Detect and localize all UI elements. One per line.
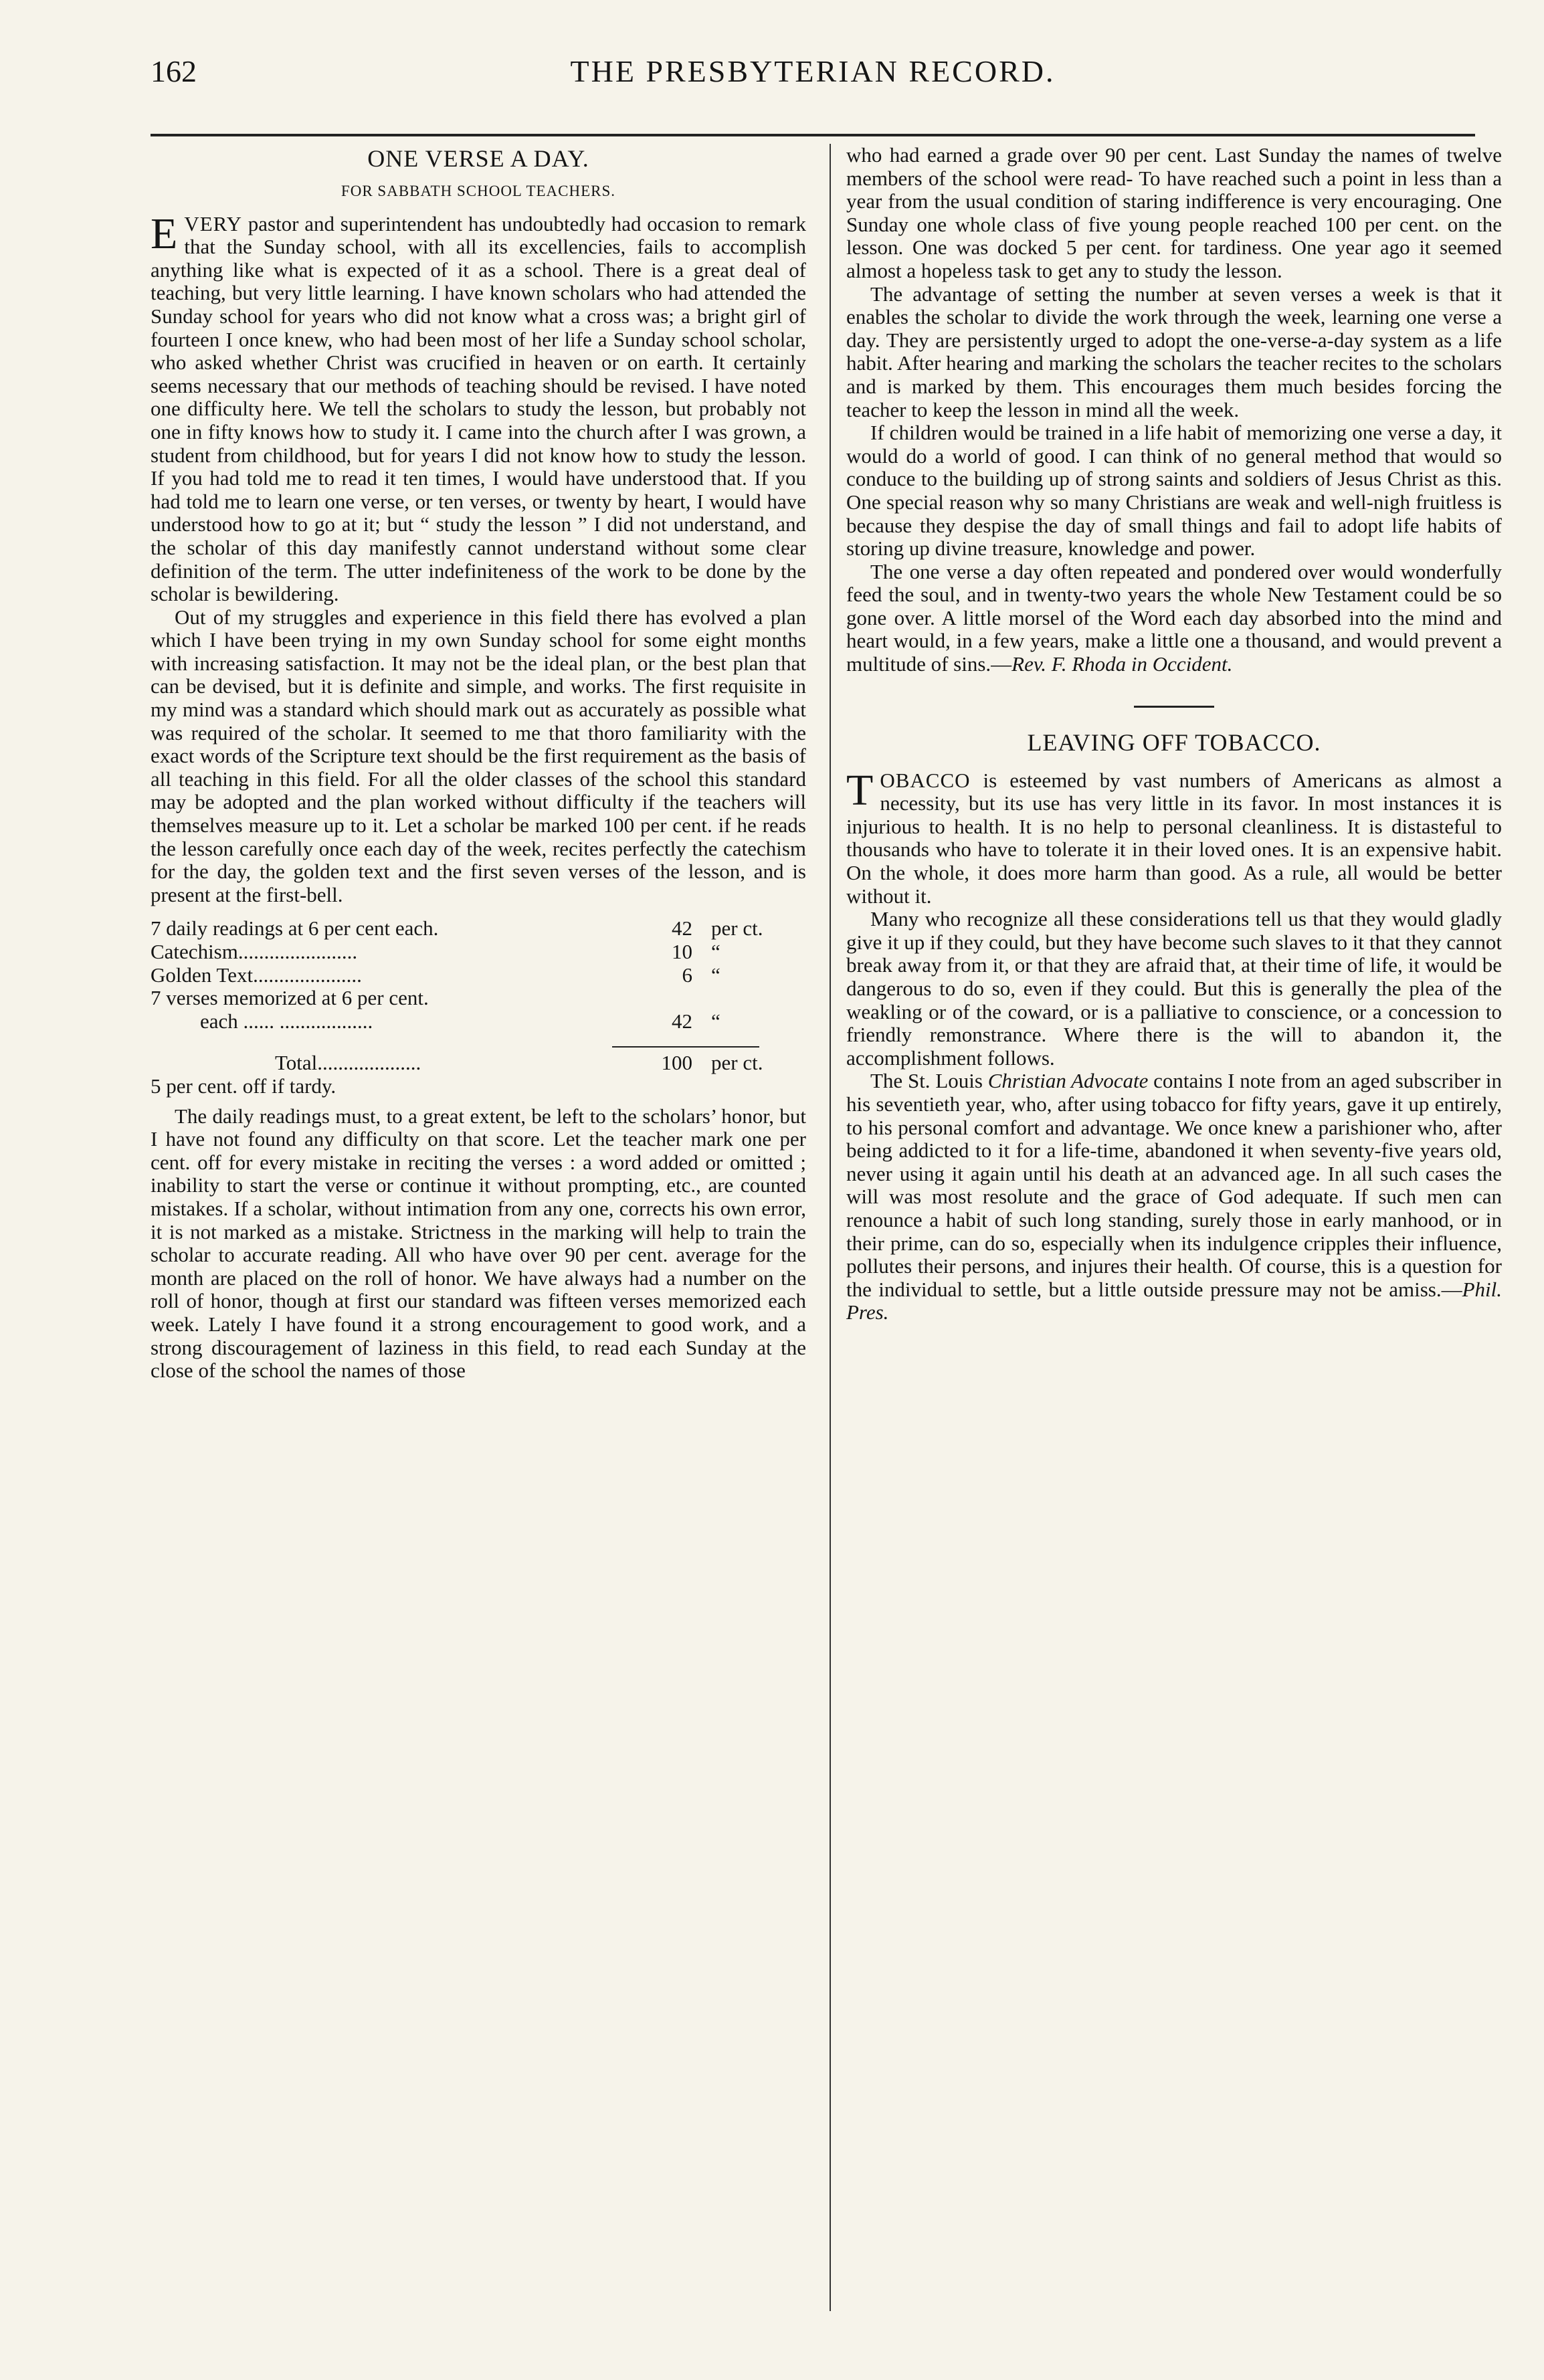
paragraph-1-start: VERY: [184, 211, 243, 235]
marks-label: Golden Text.....................: [151, 963, 362, 987]
tobacco-paragraph-3: [846, 1070, 1502, 1324]
marks-row-verses: [151, 987, 806, 1010]
marks-row-readings: [151, 917, 806, 940]
drop-cap-t: T: [846, 765, 874, 815]
marks-value: 10: [672, 940, 692, 963]
paragraph-3: The daily readings must, to a great extent, be left to the scholars’ honor, but I have not found any difficulty on that score. Let the teacher mark one per cent. off for every mistake in reciting the verses : a word added or omitted ; inability to start the verse or continue it without prompting, etc., are counted mistakes. If a scholar, without intimation from any one, corrects his own error, it is not marked as a mistake. Strictness in the marking will help to train the scholar to accurate reading. All who have over 90 per cent. average for the month are placed on the roll of honor. We have always had a number on the roll of honor, though at first our standard was fifteen verses memorized each week. Lately I have found it a strong encouragement to good work, and a strong discouragement of laziness in this field, to read each Sunday at the close of the school the names of those: [151, 1104, 806, 1383]
newspaper-name: Christian Advocate: [987, 1069, 1149, 1093]
paragraph-3-continued: who had earned a grade over 90 per cent. Last Sunday the names of twelve members of the school were read- To have reached such a point in less than a year from the usual condition of staring indifference is very encouraging. One Sunday one whole class of five young people reached 100 per cent. on the lesson. One was docked 5 per cent. for tardiness. One year ago it seemed almost a hopeless task to get any to study the lesson.: [846, 143, 1502, 282]
marks-row-verses-each: [151, 1010, 806, 1033]
page-header: [151, 40, 1475, 100]
header-rule: [151, 134, 1475, 136]
tobacco-paragraph-3-text: contains I note from an aged subscriber in his seventieth year, who, after using tobacco for fifty years, gave it up entirely, to his personal comfort and advantage. We once knew a parishioner who, after being addicted to it for a life-time, abandoned it when seventy-five years old, never using it again until his death at an advanced age. In all such cases the will was most resolute and the grace of God adequate. If such men can renounce a habit of such long standing, surely those in early manhood, or in their prime, can do so, especially when its indulgence cripples their influence, pollutes their persons, and injures their health. Of course, this is a question for the individual to settle, but a little outside pressure may not be amiss.—: [846, 1069, 1502, 1301]
article-title-one-verse: ONE VERSE A DAY.: [367, 145, 589, 172]
citation-phil-pres: Phil. Pres.: [846, 1277, 1502, 1324]
article-subtitle: FOR SABBATH SCHOOL TEACHERS.: [341, 183, 616, 199]
paragraph-6-text: The one verse a day often repeated and pondered over would wonderfully feed the soul, and in twenty-two years the whole New Testament could be so gone over. A little morsel of the Word each day absorbed into the mind and heart would, in a few years, make a little one a thousand, and would prevent a multitude of sins.—: [846, 559, 1502, 676]
marks-value: 42: [672, 1009, 692, 1033]
article-title-tobacco: LEAVING OFF TOBACCO.: [1027, 728, 1321, 756]
marks-unit: per ct.: [711, 916, 763, 940]
marks-unit: “: [711, 940, 720, 963]
marks-label: each ...... ..................: [200, 1009, 373, 1033]
running-title: THE PRESBYTERIAN RECORD.: [570, 54, 1056, 88]
marks-unit: “: [711, 1009, 720, 1033]
marks-table: [151, 917, 806, 1098]
tobacco-paragraph-3-start: The St. Louis: [870, 1069, 988, 1093]
total-unit: per ct.: [711, 1051, 763, 1075]
marks-row-golden-text: [151, 964, 806, 987]
paragraph-6: [846, 561, 1502, 676]
citation-occident: Rev. F. Rhoda in Occident.: [1011, 652, 1233, 676]
paragraph-4: The advantage of setting the number at seven verses a week is that it enables the scholar to divide the work through the week, learning one verse a day. They are persistently urged to adopt the one-verse-a-day system as a life habit. After hearing and marking the scholars the teacher recites to the scholars and is marked by them. This encourages them much besides forcing the teacher to keep the lesson in mind all the week.: [846, 282, 1502, 421]
page-number: 162: [151, 54, 197, 88]
total-label: Total....................: [275, 1051, 421, 1075]
marks-label: 7 daily readings at 6 per cent each.: [151, 916, 439, 940]
tobacco-paragraph-1: [846, 765, 1502, 908]
paragraph-5: If children would be trained in a life habit of memorizing one verse a day, it would do a world of good. I can think of no general method that would so conduce to the building up of strong saints and soldiers of Jesus Christ as this. One special reason why so many Christians are weak and well-nigh fruitless is because they despise the day of small things and fail to adopt life habits of storing up divine treasure, knowledge and power.: [846, 421, 1502, 561]
paragraph-1: [151, 209, 806, 606]
tobacco-paragraph-2: Many who recognize all these considerations tell us that they would gladly give it up if they could, but they have become such slaves to it that they cannot break away from it, or that they are afraid that, at their time of life, it would be dangerous to do so, even if they could. But this is generally the plea of the weakling or of the coward, or is a palliative to conscience, or a concession to friendly remonstrance. Where there is the will to abandon it, the accomplishment follows.: [846, 907, 1502, 1070]
total-value: 100: [661, 1051, 692, 1075]
marks-unit: “: [711, 963, 720, 987]
marks-label: Catechism.......................: [151, 940, 358, 963]
article-separator: [1134, 706, 1214, 708]
total-rule: [612, 1046, 759, 1048]
tardy-note: 5 per cent. off if tardy.: [151, 1074, 336, 1098]
left-column: [151, 144, 806, 1383]
marks-value: 42: [672, 916, 692, 940]
column-divider: [830, 144, 831, 2311]
marks-value: 6: [682, 963, 692, 987]
tobacco-paragraph-1-text: is esteemed by vast numbers of Americans as almost a necessity, but its use has very little in its favor. In most instances it is injurious to health. It is no help to personal cleanliness. It is distasteful to thousands who have to tolerate it in their loved ones. It is an expensive habit. On the whole, it does more harm than good. As a rule, all would be better without it.: [846, 768, 1502, 908]
marks-label: 7 verses memorized at 6 per cent.: [151, 986, 429, 1010]
marks-row-total: [151, 1052, 806, 1075]
drop-cap-e: E: [151, 209, 178, 258]
right-column: [846, 144, 1502, 1324]
paragraph-2: Out of my struggles and experience in this field there has evolved a plan which I have been trying in my own Sunday school for some eight months with increasing satisfaction. It may not be the ideal plan, or the best plan that can be devised, but it is definite and simple, and works. The first requisite in my mind was a standard which should mark out as accurately as possible what was required of the scholar. It seemed to me that thoro familiarity with the exact words of the Scripture text should be the first requirement as the basis of all teaching in this field. For all the older classes of the school this standard may be adopted and the plan worked without difficulty if the teachers will themselves measure up to it. Let a scholar be marked 100 per cent. if he reads the lesson carefully once each day of the week, recites perfectly the catechism for the day, the golden text and the first seven verses of the lesson, and is present at the first-bell.: [151, 605, 806, 906]
tobacco-paragraph-1-start: OBACCO: [880, 768, 971, 792]
marks-row-catechism: [151, 940, 806, 964]
paragraph-1-text: pastor and superintendent has undoubtedly had occasion to remark that the Sunday school, with all its excellencies, fails to accomplish anything like what is expected of it as a school. There is a great deal of teaching, but very little learning. I have known scholars who had attended the Sunday school for years who did not know what a cross was; a bright girl of fourteen I once knew, who had been most of her life a Sunday school scholar, who asked whether Christ was crucified in heaven or on earth. It certainly seems necessary that our methods of teaching should be revised. I have noted one difficulty here. We tell the scholars to study the lesson, but probably not one in fifty knows how to study it. I came into the church after I was grown, a student from childhood, but for years I did not know how to study the lesson. If you had told me to read it ten times, I would have understood that. If you had told me to learn one verse, or ten verses, or twenty by heart, I would have understood how to go at it; but “ study the lesson ” I did not understand, and the scholar of this day manifestly cannot understand without some clear definition of the term. The utter indefiniteness of the work to be done by the scholar is bewildering.: [151, 211, 806, 606]
